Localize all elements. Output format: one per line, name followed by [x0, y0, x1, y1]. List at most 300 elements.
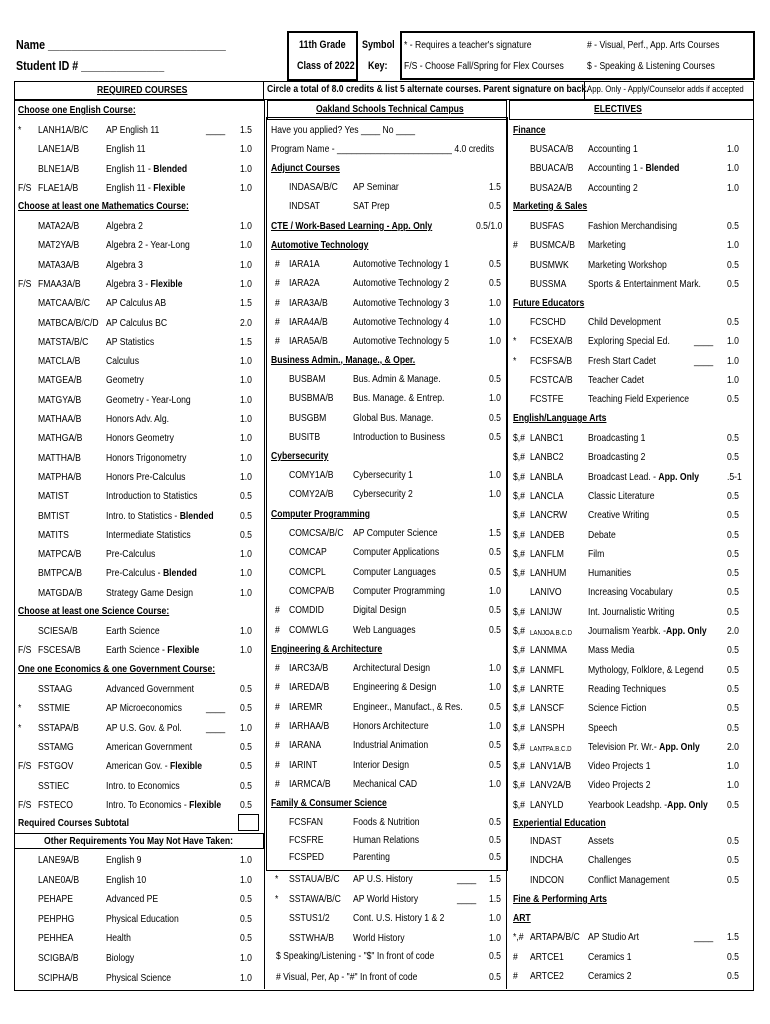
- course-name[interactable]: Yearbook Leadshp. -App. Only: [588, 798, 708, 811]
- course-code[interactable]: IAREMR: [289, 700, 323, 713]
- row-prefix: #: [513, 950, 518, 963]
- course-code[interactable]: MATHGA/B: [38, 432, 83, 445]
- credit-value: 0.5: [489, 833, 501, 846]
- course-name[interactable]: AP Calculus BC: [106, 316, 168, 329]
- course-name[interactable]: Honors Pre-Calculus: [106, 470, 186, 483]
- course-code[interactable]: MATA3A/B: [38, 258, 80, 271]
- credit-value: 1.0: [489, 392, 501, 405]
- course-name[interactable]: Industrial Animation: [353, 739, 429, 752]
- course-name[interactable]: Reading Techniques: [588, 682, 666, 695]
- course-code[interactable]: MATSTA/B/C: [38, 335, 89, 348]
- course-name[interactable]: AP World History: [353, 892, 419, 905]
- signature-blank[interactable]: ____: [206, 702, 226, 715]
- course-name[interactable]: Intro. To Economics - Flexible: [106, 798, 222, 811]
- course-code[interactable]: IARA5A/B: [289, 335, 328, 348]
- course-name[interactable]: Bus. Admin & Manage.: [353, 373, 441, 385]
- course-code[interactable]: MATIST: [38, 490, 69, 503]
- student-id-field[interactable]: Student ID # ______________: [16, 58, 165, 73]
- course-code[interactable]: MATPHA/B: [38, 470, 82, 483]
- course-code[interactable]: LANCLA: [530, 489, 564, 502]
- course-code[interactable]: FCSTCA/B: [530, 373, 573, 386]
- course-code[interactable]: FCSPED: [289, 851, 324, 863]
- course-name[interactable]: Increasing Vocabulary: [588, 586, 673, 599]
- course-name[interactable]: Fresh Start Cadet: [588, 354, 656, 367]
- row-prefix: #: [513, 239, 518, 252]
- course-code[interactable]: IARINT: [289, 758, 318, 771]
- course-code[interactable]: SSTMIE: [38, 702, 71, 715]
- course-name[interactable]: Pre-Calculus - Blended: [106, 567, 197, 580]
- course-code[interactable]: MATCAA/B/C: [38, 297, 90, 310]
- course-code[interactable]: BBUACA/B: [530, 162, 574, 175]
- course-code[interactable]: COMY2A/B: [289, 488, 334, 501]
- course-code[interactable]: BMTPCA/B: [38, 567, 83, 580]
- cte-app-only: App. Only: [391, 220, 433, 232]
- credit-value: 0.5: [489, 565, 501, 578]
- row-prefix: #: [275, 258, 280, 270]
- signature-blank[interactable]: ____: [694, 335, 714, 348]
- course-name[interactable]: Calculus: [106, 355, 140, 368]
- course-code[interactable]: SSTAMG: [38, 740, 74, 753]
- course-name[interactable]: Exploring Special Ed.: [588, 335, 670, 348]
- course-name[interactable]: Video Projects 1: [588, 760, 651, 773]
- course-name[interactable]: AP U.S. Gov. & Pol.: [106, 721, 182, 734]
- course-code[interactable]: SSTWHA/B: [289, 931, 334, 944]
- course-code[interactable]: BUSFAS: [530, 220, 564, 232]
- course-code[interactable]: MATA2A/B: [38, 220, 80, 232]
- course-name[interactable]: Health: [106, 932, 131, 945]
- course-code[interactable]: COMWLG: [289, 623, 329, 636]
- course-code[interactable]: LANSPH: [530, 721, 565, 734]
- course-code[interactable]: BUSSMA: [530, 277, 567, 290]
- credit-value: 0.5: [489, 816, 501, 828]
- credit-value: 0.5: [240, 509, 252, 522]
- credit-value: 0.5: [489, 758, 501, 771]
- course-name[interactable]: AP Calculus AB: [106, 297, 167, 310]
- course-name[interactable]: Engineering & Design: [353, 681, 437, 694]
- course-code[interactable]: LANSCF: [530, 702, 564, 715]
- course-code[interactable]: IARANA: [289, 739, 322, 752]
- course-code[interactable]: INDCHA: [530, 854, 564, 867]
- course-code[interactable]: LANYLD: [530, 798, 564, 811]
- course-name[interactable]: Algebra 2: [106, 220, 143, 232]
- row-prefix: #: [275, 296, 280, 309]
- applied-question[interactable]: Have you applied? Yes ____ No ____: [271, 124, 416, 136]
- course-code[interactable]: SSTAAG: [38, 683, 73, 695]
- course-name[interactable]: Mechanical CAD: [353, 777, 418, 790]
- course-name[interactable]: Journalism Yearbk. -App. Only: [588, 625, 707, 637]
- course-code[interactable]: ARTCE2: [530, 970, 564, 983]
- course-code[interactable]: SSTAWA/B/C: [289, 892, 341, 905]
- course-name[interactable]: Honors Adv. Alg.: [106, 413, 170, 425]
- course-name[interactable]: AP U.S. History: [353, 873, 413, 885]
- course-name[interactable]: Marketing Workshop: [588, 258, 667, 271]
- course-name[interactable]: Mass Media: [588, 644, 635, 657]
- course-code[interactable]: LANE9A/B: [38, 854, 80, 866]
- course-code[interactable]: IARA2A: [289, 277, 320, 290]
- course-code[interactable]: PEHAPE: [38, 893, 73, 906]
- course-name[interactable]: Intro. to Economics: [106, 779, 180, 792]
- credit-value: 0.5: [727, 451, 739, 464]
- marketing-header: Marketing & Sales: [513, 200, 588, 212]
- course-name[interactable]: Marketing: [588, 239, 626, 252]
- course-name[interactable]: Broadcasting 2: [588, 451, 646, 464]
- course-code[interactable]: LANV1A/B: [530, 760, 572, 773]
- course-name[interactable]: Intermediate Statistics: [106, 528, 191, 541]
- course-name[interactable]: Physical Science: [106, 971, 172, 984]
- course-name[interactable]: Honors Architecture: [353, 719, 429, 732]
- course-code[interactable]: FCSFSA/B: [530, 354, 573, 367]
- course-code[interactable]: BUSBMA/B: [289, 392, 334, 405]
- course-code[interactable]: LANBC2: [530, 451, 564, 464]
- course-name[interactable]: Honors Trigonometry: [106, 451, 187, 464]
- course-name[interactable]: Algebra 2 - Year-Long: [106, 239, 190, 252]
- course-name[interactable]: AP Computer Science: [353, 527, 438, 539]
- row-prefix: $,#: [513, 779, 525, 792]
- credit-value: 1.0: [489, 931, 501, 944]
- course-code[interactable]: IARA4A/B: [289, 315, 328, 328]
- course-code[interactable]: MATTHA/B: [38, 451, 81, 464]
- course-code[interactable]: SSTAUA/B/C: [289, 873, 340, 885]
- course-name[interactable]: Conflict Management: [588, 873, 670, 886]
- course-code[interactable]: BUSBAM: [289, 373, 326, 385]
- course-code[interactable]: LANTPA.B.C.D: [530, 743, 572, 753]
- course-code[interactable]: COMDID: [289, 604, 324, 617]
- course-code[interactable]: IARMCA/B: [289, 777, 331, 790]
- course-name-emphasis: App. Only: [666, 625, 707, 637]
- course-name[interactable]: Honors Geometry: [106, 432, 174, 445]
- course-code[interactable]: PEHHEA: [38, 932, 74, 945]
- course-name[interactable]: Ceramics 1: [588, 950, 632, 963]
- credit-value: 1.0: [489, 335, 501, 348]
- course-name[interactable]: Human Relations: [353, 833, 420, 846]
- educators-header: Future Educators: [513, 297, 585, 309]
- credit-value: 1.0: [240, 548, 252, 561]
- visual-note: # Visual, Per, Ap - "#" In front of code: [276, 971, 418, 983]
- course-name[interactable]: AP Seminar: [353, 181, 399, 193]
- other-req-header: Other Requirements You May Not Have Taken:: [44, 835, 233, 847]
- course-name[interactable]: Web Languages: [353, 623, 416, 636]
- course-name[interactable]: Accounting 2: [588, 181, 638, 194]
- credit-value: 1.5: [240, 297, 252, 310]
- course-name[interactable]: Interior Design: [353, 758, 409, 771]
- row-prefix: #: [275, 662, 280, 674]
- course-code[interactable]: IARA3A/B: [289, 296, 328, 309]
- course-name[interactable]: Automotive Technology 3: [353, 296, 450, 309]
- course-name[interactable]: AP Studio Art: [588, 931, 640, 943]
- course-code[interactable]: COMCPL: [289, 565, 326, 578]
- course-name[interactable]: Computer Languages: [353, 565, 436, 578]
- course-code[interactable]: FCSCHD: [530, 316, 566, 328]
- course-name[interactable]: Advanced Government: [106, 683, 195, 695]
- course-code[interactable]: BLNE1A/B: [38, 162, 80, 175]
- credit-value: 0.5: [727, 277, 739, 290]
- course-name[interactable]: Humanities: [588, 567, 632, 580]
- course-code[interactable]: MATBCA/B/C/D: [38, 316, 99, 329]
- course-name[interactable]: AP English 11: [106, 124, 160, 136]
- course-name[interactable]: American Gov. - Flexible: [106, 760, 203, 773]
- course-name[interactable]: Broadcasting 1: [588, 432, 646, 444]
- course-code[interactable]: BUSA2A/B: [530, 181, 573, 194]
- course-name[interactable]: Physical Education: [106, 912, 179, 925]
- course-code[interactable]: MATGEA/B: [38, 374, 82, 387]
- electives-title: ELECTIVES: [594, 103, 642, 115]
- course-name[interactable]: Science Fiction: [588, 702, 647, 715]
- credit-value: 0.5: [727, 835, 739, 847]
- course-code[interactable]: IARHAA/B: [289, 719, 330, 732]
- credit-value: 0.5: [489, 851, 501, 863]
- course-name[interactable]: Parenting: [353, 851, 390, 863]
- course-name[interactable]: Automotive Technology 5: [353, 335, 450, 348]
- course-code[interactable]: FCSTFE: [530, 393, 564, 406]
- course-name[interactable]: English 11 - Flexible: [106, 181, 186, 194]
- program-name-field[interactable]: Program Name - ________________________ 4.0 credits: [271, 143, 495, 155]
- course-code[interactable]: LANHUM: [530, 567, 567, 580]
- course-code[interactable]: FSTECO: [38, 798, 73, 811]
- course-code[interactable]: FCSFAN: [289, 816, 323, 828]
- course-name[interactable]: AP Statistics: [106, 335, 155, 348]
- credit-value: 0.5: [727, 644, 739, 657]
- course-code[interactable]: FMAA3A/B: [38, 277, 81, 290]
- legend-fs: F/S - Choose Fall/Spring for Flex Courses: [404, 60, 564, 72]
- row-prefix: $,#: [513, 509, 525, 522]
- row-prefix: $,#: [513, 682, 525, 695]
- cyber-header: Cybersecurity: [271, 450, 329, 462]
- credit-value: 1.0: [489, 315, 501, 328]
- signature-blank[interactable]: ____: [206, 124, 226, 136]
- course-code[interactable]: MATHAA/B: [38, 413, 82, 425]
- header-rule: [14, 99, 753, 100]
- course-code[interactable]: FLAE1A/B: [38, 181, 79, 194]
- row-prefix: *: [275, 892, 279, 905]
- legend-star: * - Requires a teacher's signature: [404, 39, 532, 51]
- course-name[interactable]: Geometry - Year-Long: [106, 393, 191, 406]
- course-code[interactable]: INDSAT: [289, 200, 320, 213]
- course-name[interactable]: Algebra 3 - Flexible: [106, 277, 183, 290]
- course-name[interactable]: American Government: [106, 740, 193, 753]
- row-prefix: $,#: [513, 760, 525, 773]
- course-code[interactable]: LANRTE: [530, 682, 564, 695]
- course-name[interactable]: AP Microeconomics: [106, 702, 182, 715]
- course-name[interactable]: English 11 - Blended: [106, 162, 188, 175]
- course-name[interactable]: Teacher Cadet: [588, 373, 645, 386]
- course-name[interactable]: Mythology, Folklore, & Legend: [588, 663, 704, 676]
- course-code[interactable]: LANCRW: [530, 509, 568, 522]
- course-name[interactable]: Earth Science - Flexible: [106, 644, 200, 657]
- course-code[interactable]: SCIESA/B: [38, 625, 78, 637]
- course-name[interactable]: Earth Science: [106, 625, 160, 637]
- credit-value: 0.5: [240, 893, 252, 906]
- course-code[interactable]: INDCON: [530, 873, 564, 886]
- course-name[interactable]: Biology: [106, 952, 135, 964]
- course-name[interactable]: Advanced PE: [106, 893, 159, 906]
- course-name[interactable]: Bus. Manage. & Entrep.: [353, 392, 445, 405]
- course-code[interactable]: ARTCE1: [530, 950, 564, 963]
- course-name[interactable]: Computer Programming: [353, 584, 445, 597]
- course-code[interactable]: LANIVO: [530, 586, 562, 599]
- course-code[interactable]: COMCSA/B/C: [289, 527, 344, 539]
- course-name[interactable]: Cybersecurity 2: [353, 488, 413, 501]
- course-name[interactable]: Introduction to Statistics: [106, 490, 198, 503]
- course-name[interactable]: World History: [353, 931, 405, 944]
- course-name[interactable]: English 11: [106, 143, 146, 156]
- course-code[interactable]: SSTUS1/2: [289, 912, 330, 925]
- course-code[interactable]: SCIGBA/B: [38, 952, 79, 964]
- course-name[interactable]: Accounting 1: [588, 143, 638, 155]
- signature-blank[interactable]: ____: [694, 931, 714, 943]
- credit-value: 0.5: [727, 970, 739, 983]
- course-code[interactable]: MAT2YA/B: [38, 239, 80, 252]
- course-code[interactable]: MATCLA/B: [38, 355, 81, 368]
- course-code[interactable]: BUSMWK: [530, 258, 569, 271]
- course-name-emphasis: App. Only: [658, 470, 700, 483]
- credit-value: 1.0: [240, 625, 252, 637]
- course-name[interactable]: Child Development: [588, 316, 661, 328]
- course-name[interactable]: Film: [588, 547, 605, 560]
- course-code[interactable]: MATGYA/B: [38, 393, 82, 406]
- signature-blank[interactable]: ____: [457, 873, 477, 885]
- required-subtotal-box[interactable]: [238, 814, 259, 831]
- course-code[interactable]: BUSACA/B: [530, 143, 574, 155]
- course-code[interactable]: LANFLM: [530, 547, 564, 560]
- name-field[interactable]: Name ______________________________: [16, 37, 226, 52]
- course-code[interactable]: MATITS: [38, 528, 69, 541]
- row-prefix: F/S: [18, 760, 32, 773]
- course-code[interactable]: FCSFRE: [289, 833, 324, 846]
- credit-value: 1.0: [489, 662, 501, 674]
- course-code[interactable]: SSTAPA/B: [38, 721, 79, 734]
- course-code[interactable]: IAREDA/B: [289, 681, 330, 694]
- course-name[interactable]: Foods & Nutrition: [353, 816, 420, 828]
- course-name[interactable]: Broadcast Lead. - App. Only: [588, 470, 700, 483]
- course-code[interactable]: BUSGBM: [289, 411, 327, 424]
- signature-blank[interactable]: ____: [457, 892, 477, 905]
- course-name[interactable]: Creative Writing: [588, 509, 650, 522]
- course-name[interactable]: Automotive Technology 1: [353, 258, 450, 270]
- course-code[interactable]: MATGDA/B: [38, 586, 83, 599]
- course-name[interactable]: Cybersecurity 1: [353, 469, 413, 481]
- course-name[interactable]: English 10: [106, 873, 147, 886]
- course-code[interactable]: LANMMA: [530, 644, 567, 657]
- required-subtotal-label: Required Courses Subtotal: [18, 817, 129, 829]
- course-code[interactable]: FCSEXA/B: [530, 335, 573, 348]
- course-code[interactable]: SSTIEC: [38, 779, 70, 792]
- course-name[interactable]: Ceramics 2: [588, 970, 632, 983]
- credit-value: 2.0: [727, 625, 739, 637]
- course-name[interactable]: Intro. to Statistics - Blended: [106, 509, 214, 522]
- course-code[interactable]: LANBLA: [530, 470, 564, 483]
- course-name[interactable]: Fashion Merchandising: [588, 220, 678, 232]
- row-prefix: *: [18, 721, 22, 734]
- course-code[interactable]: COMY1A/B: [289, 469, 334, 481]
- course-code[interactable]: LANJOA.B.C.D: [530, 628, 573, 637]
- course-name[interactable]: Automotive Technology 4: [353, 315, 450, 328]
- course-code[interactable]: LANE1A/B: [38, 143, 80, 156]
- cte-credit: 0.5/1.0: [476, 220, 503, 232]
- signature-blank[interactable]: ____: [694, 354, 714, 367]
- course-name[interactable]: Accounting 1 - Blended: [588, 162, 680, 175]
- course-name[interactable]: Cont. U.S. History 1 & 2: [353, 912, 445, 925]
- course-code[interactable]: ARTAPA/B/C: [530, 931, 580, 943]
- course-code[interactable]: IARA1A: [289, 258, 320, 270]
- credit-value: 0.5: [240, 779, 252, 792]
- course-code[interactable]: LANIJW: [530, 605, 562, 618]
- course-name[interactable]: Automotive Technology 2: [353, 277, 450, 290]
- course-code[interactable]: LANMFL: [530, 663, 564, 676]
- course-code[interactable]: FSCESA/B: [38, 644, 81, 657]
- course-name[interactable]: SAT Prep: [353, 200, 390, 213]
- course-name[interactable]: Pre-Calculus: [106, 548, 156, 561]
- course-name[interactable]: Debate: [588, 528, 616, 541]
- course-code[interactable]: INDASA/B/C: [289, 181, 338, 193]
- course-name[interactable]: Teaching Field Experience: [588, 393, 689, 406]
- course-name[interactable]: Architectural Design: [353, 662, 431, 674]
- course-code[interactable]: LANE0A/B: [38, 873, 80, 886]
- credit-value: 1.0: [240, 220, 252, 232]
- course-name[interactable]: Speech: [588, 721, 618, 734]
- legend-hash: # - Visual, Perf., App. Arts Courses: [587, 39, 720, 51]
- course-code[interactable]: BUSMCA/B: [530, 239, 575, 252]
- eng-header: Engineering & Architecture: [271, 643, 383, 655]
- course-code[interactable]: SCIPHA/B: [38, 971, 79, 984]
- row-prefix: $,#: [513, 663, 525, 676]
- divider-1: [264, 100, 265, 989]
- row-prefix: $,#: [513, 605, 525, 618]
- course-name[interactable]: Global Bus. Manage.: [353, 411, 434, 424]
- course-name[interactable]: Geometry: [106, 374, 144, 387]
- credit-value: 0.5: [240, 490, 252, 503]
- course-name[interactable]: Introduction to Business: [353, 430, 445, 443]
- credit-value: 1.0: [727, 354, 739, 367]
- course-name-emphasis: Flexible: [167, 644, 200, 657]
- credit-value: 1.0: [489, 488, 501, 501]
- course-code[interactable]: LANBC1: [530, 432, 564, 444]
- course-code[interactable]: COMCAP: [289, 546, 327, 559]
- course-name[interactable]: Video Projects 2: [588, 779, 651, 792]
- course-name[interactable]: Sports & Entertainment Mark.: [588, 277, 701, 290]
- course-code[interactable]: MATPCA/B: [38, 548, 82, 561]
- course-name[interactable]: English 9: [106, 854, 142, 866]
- course-name[interactable]: Int. Journalistic Writing: [588, 605, 675, 618]
- signature-blank[interactable]: ____: [206, 721, 226, 734]
- course-code[interactable]: FSTGOV: [38, 760, 74, 773]
- course-name[interactable]: Assets: [588, 835, 614, 847]
- credit-value: 1.0: [240, 258, 252, 271]
- course-code[interactable]: COMCPA/B: [289, 584, 335, 597]
- credit-value: 1.0: [240, 586, 252, 599]
- course-code[interactable]: IARC3A/B: [289, 662, 329, 674]
- course-code[interactable]: BUSITB: [289, 430, 321, 443]
- course-code[interactable]: INDAST: [530, 835, 562, 847]
- course-name[interactable]: Challenges: [588, 854, 632, 867]
- credit-value: 1.5: [489, 527, 501, 539]
- course-code[interactable]: BMTIST: [38, 509, 70, 522]
- credit-value: 0.5: [727, 316, 739, 328]
- course-name[interactable]: Digital Design: [353, 604, 407, 617]
- course-code[interactable]: LANDEB: [530, 528, 565, 541]
- course-name[interactable]: Computer Applications: [353, 546, 440, 559]
- course-name[interactable]: Television Pr. Wr.- App. Only: [588, 740, 700, 753]
- math-header: Choose at least one Mathematics Course:: [18, 200, 189, 212]
- course-code[interactable]: LANV2A/B: [530, 779, 572, 792]
- credit-value: 1.0: [240, 721, 252, 734]
- row-prefix: $,#: [513, 644, 525, 657]
- course-name[interactable]: Engineer., Manufact., & Res.: [353, 700, 463, 713]
- course-code[interactable]: PEHPHG: [38, 912, 75, 925]
- course-name[interactable]: Strategy Game Design: [106, 586, 194, 599]
- course-name[interactable]: Algebra 3: [106, 258, 143, 271]
- course-code[interactable]: LANH1A/B/C: [38, 124, 89, 136]
- course-name[interactable]: Classic Literature: [588, 489, 655, 502]
